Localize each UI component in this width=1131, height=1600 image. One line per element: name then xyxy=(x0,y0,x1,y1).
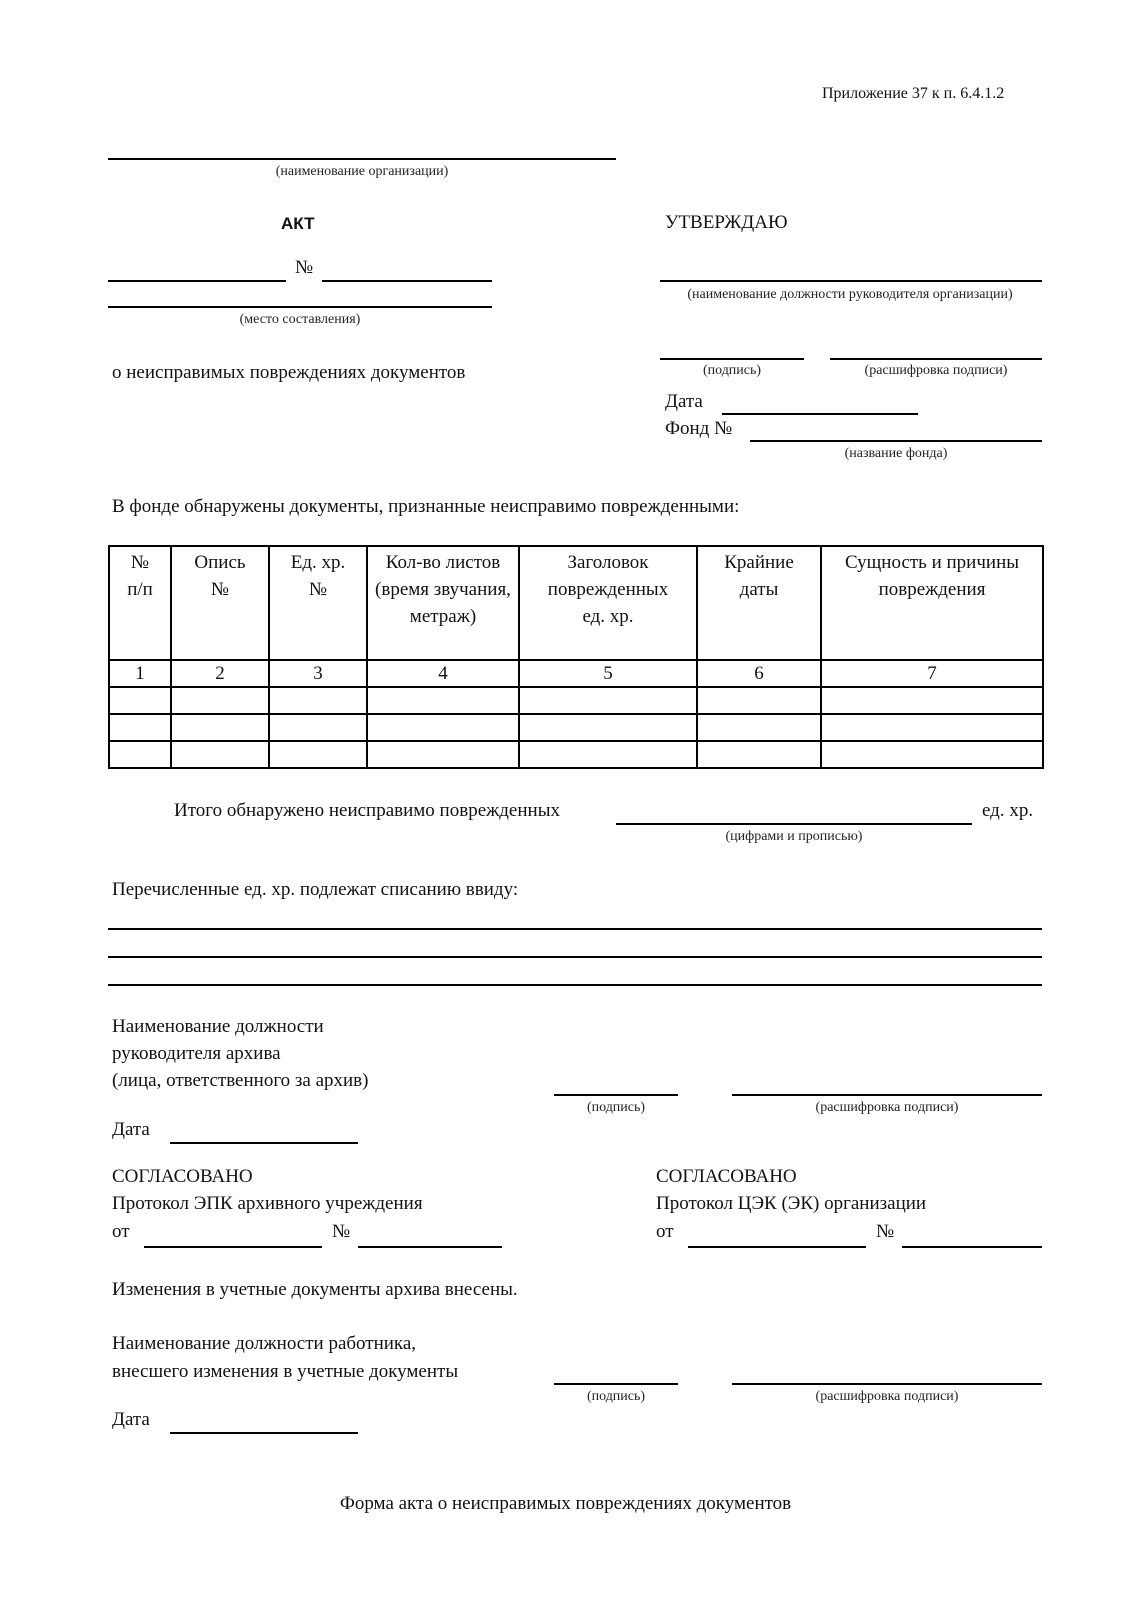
agreed-left-from-label: от xyxy=(112,1221,130,1242)
agreed-left-title: СОГЛАСОВАНО xyxy=(112,1166,253,1187)
table-cell[interactable] xyxy=(109,714,171,741)
table-cell[interactable] xyxy=(171,714,269,741)
agreed-right-number-sign: № xyxy=(876,1221,895,1242)
table-row xyxy=(109,741,1043,768)
archive-head-date-field[interactable] xyxy=(170,1142,358,1144)
agreed-left-date-field[interactable] xyxy=(144,1246,322,1248)
writeoff-reason-line-1[interactable] xyxy=(108,928,1042,930)
total-label: Итого обнаружено неисправимо поврежденных xyxy=(174,800,560,821)
table-cell[interactable] xyxy=(697,741,821,768)
table-cell[interactable] xyxy=(367,741,519,768)
agreed-right-title: СОГЛАСОВАНО xyxy=(656,1166,797,1187)
appendix-reference: Приложение 37 к п. 6.4.1.2 xyxy=(822,85,1005,102)
table-cell[interactable] xyxy=(821,714,1043,741)
column-header: Крайние даты xyxy=(697,546,821,660)
found-text: В фонде обнаружены документы, признанные неисправимо поврежденными: xyxy=(112,496,740,517)
approver-signature-field[interactable] xyxy=(660,358,804,360)
archive-head-decoding-caption: (расшифровка подписи) xyxy=(815,1100,959,1115)
fund-field[interactable] xyxy=(750,440,1042,442)
column-number: 7 xyxy=(821,660,1043,687)
place-field[interactable] xyxy=(108,306,492,308)
table-row xyxy=(109,714,1043,741)
archive-head-signature-field[interactable] xyxy=(554,1094,678,1096)
approve-date-label: Дата xyxy=(665,391,703,412)
worker-line-2: внесшего изменения в учетные документы xyxy=(112,1361,459,1382)
form-footer-title: Форма акта о неисправимых повреждениях документов xyxy=(339,1493,792,1514)
worker-date-field[interactable] xyxy=(170,1432,358,1434)
column-number: 3 xyxy=(269,660,367,687)
archive-head-line-2: руководителя архива xyxy=(112,1043,281,1064)
table-header-row xyxy=(109,546,1043,660)
agreed-right-from-label: от xyxy=(656,1221,674,1242)
table-row xyxy=(109,660,1043,687)
writeoff-text: Перечисленные ед. хр. подлежат списанию ввиду: xyxy=(112,879,519,900)
worker-signature-caption: (подпись) xyxy=(586,1389,646,1404)
table-cell[interactable] xyxy=(519,714,697,741)
table-cell[interactable] xyxy=(109,741,171,768)
approver-decoding-caption: (расшифровка подписи) xyxy=(864,363,1008,378)
act-subject: о неисправимых повреждениях документов xyxy=(112,362,466,383)
agreed-left-number-field[interactable] xyxy=(358,1246,502,1248)
archive-head-line-1: Наименование должности xyxy=(112,1016,324,1037)
table-cell[interactable] xyxy=(171,687,269,714)
archive-head-decoding-field[interactable] xyxy=(732,1094,1042,1096)
table-cell[interactable] xyxy=(697,687,821,714)
fund-label: Фонд № xyxy=(665,418,733,439)
table-cell[interactable] xyxy=(519,687,697,714)
agreed-left-protocol: Протокол ЭПК архивного учреждения xyxy=(112,1193,423,1214)
agreed-right-date-field[interactable] xyxy=(688,1246,866,1248)
writeoff-reason-line-2[interactable] xyxy=(108,956,1042,958)
column-number: 4 xyxy=(367,660,519,687)
approve-date-field[interactable] xyxy=(722,413,918,415)
damaged-documents-table xyxy=(108,545,1044,769)
total-unit: ед. хр. xyxy=(982,800,1034,821)
act-title: АКТ xyxy=(281,214,315,233)
table-cell[interactable] xyxy=(367,714,519,741)
worker-date-label: Дата xyxy=(112,1409,150,1430)
table-cell[interactable] xyxy=(821,741,1043,768)
table-cell[interactable] xyxy=(269,687,367,714)
table-cell[interactable] xyxy=(269,741,367,768)
table-cell[interactable] xyxy=(519,741,697,768)
archive-head-date-label: Дата xyxy=(112,1119,150,1140)
total-caption: (цифрами и прописью) xyxy=(725,829,863,844)
place-caption: (место составления) xyxy=(239,312,361,327)
worker-line-1: Наименование должности работника, xyxy=(112,1333,417,1354)
worker-decoding-field[interactable] xyxy=(732,1383,1042,1385)
column-header: Ед. хр. № xyxy=(269,546,367,660)
table-row xyxy=(109,687,1043,714)
column-number: 6 xyxy=(697,660,821,687)
column-header: № п/п xyxy=(109,546,171,660)
agreed-left-number-sign: № xyxy=(332,1221,351,1242)
archive-head-signature-caption: (подпись) xyxy=(586,1100,646,1115)
column-header: Опись № xyxy=(171,546,269,660)
act-number-field[interactable] xyxy=(322,280,492,282)
approver-decoding-field[interactable] xyxy=(830,358,1042,360)
worker-signature-field[interactable] xyxy=(554,1383,678,1385)
act-date-field[interactable] xyxy=(108,280,286,282)
archive-head-line-3: (лица, ответственного за архив) xyxy=(112,1070,369,1091)
approver-position-field[interactable] xyxy=(660,280,1042,282)
act-number-sign: № xyxy=(295,257,314,278)
column-number: 1 xyxy=(109,660,171,687)
fund-caption: (название фонда) xyxy=(844,446,948,461)
table-cell[interactable] xyxy=(269,714,367,741)
table-cell[interactable] xyxy=(171,741,269,768)
approver-signature-caption: (подпись) xyxy=(702,363,762,378)
column-header: Заголовок поврежденных ед. хр. xyxy=(519,546,697,660)
worker-decoding-caption: (расшифровка подписи) xyxy=(815,1389,959,1404)
column-number: 2 xyxy=(171,660,269,687)
approver-position-caption: (наименование должности руководителя организации) xyxy=(687,287,1013,302)
table-cell[interactable] xyxy=(821,687,1043,714)
table-cell[interactable] xyxy=(697,714,821,741)
agreed-right-protocol: Протокол ЦЭК (ЭК) организации xyxy=(656,1193,927,1214)
table-cell[interactable] xyxy=(109,687,171,714)
changes-text: Изменения в учетные документы архива внесены. xyxy=(112,1279,518,1300)
table-cell[interactable] xyxy=(367,687,519,714)
column-header: Сущность и причины повреждения xyxy=(821,546,1043,660)
column-number: 5 xyxy=(519,660,697,687)
organization-field[interactable] xyxy=(108,158,616,160)
agreed-right-number-field[interactable] xyxy=(902,1246,1042,1248)
total-field[interactable] xyxy=(616,823,972,825)
organization-caption: (наименование организации) xyxy=(275,164,449,179)
writeoff-reason-line-3[interactable] xyxy=(108,984,1042,986)
approve-title: УТВЕРЖДАЮ xyxy=(665,212,788,233)
column-header: Кол-во листов (время звучания, метраж) xyxy=(367,546,519,660)
